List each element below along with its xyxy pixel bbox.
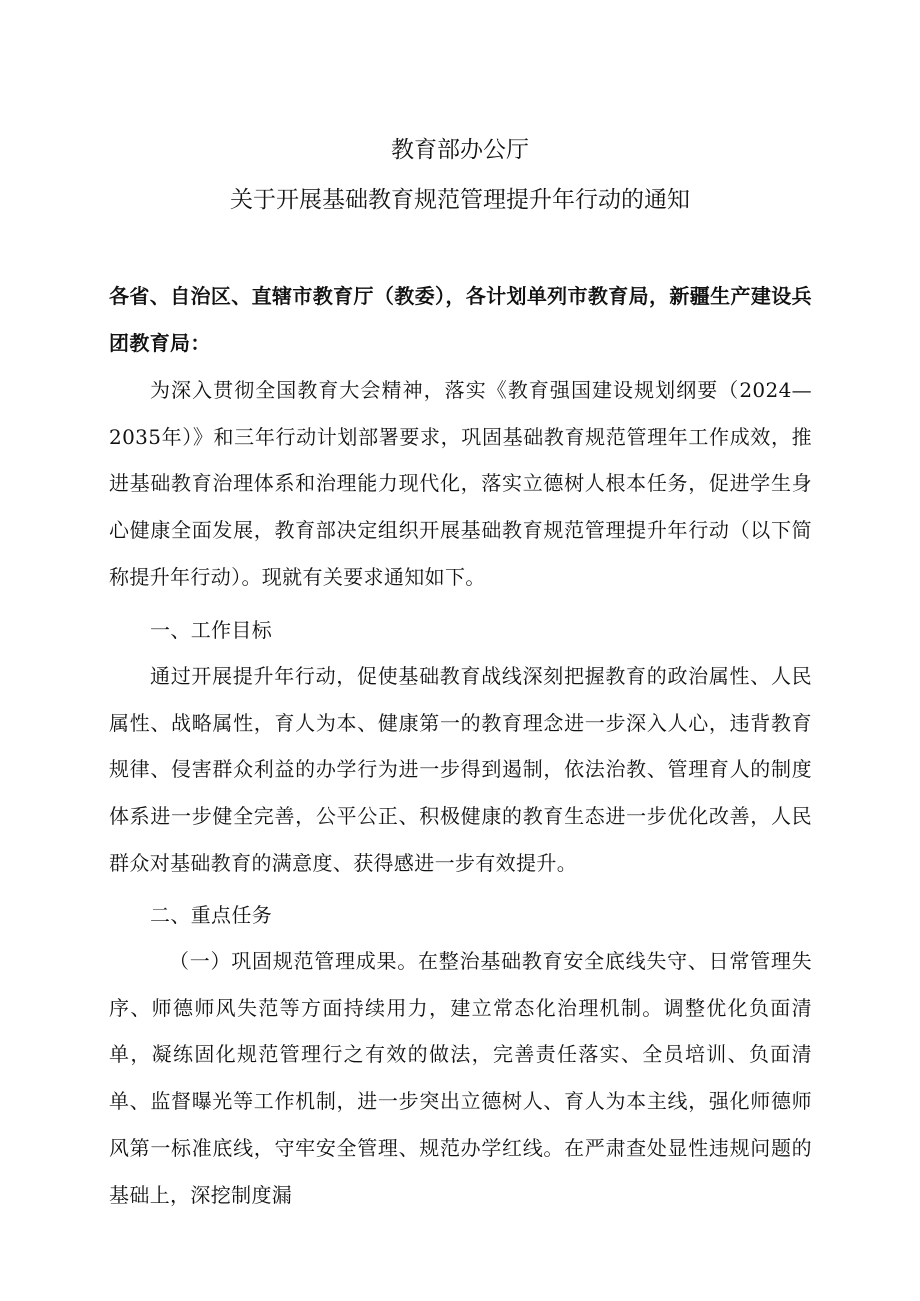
section-heading-work-goals: 一、工作目标 [150, 618, 273, 642]
work-goals-paragraph: 通过开展提升年行动，促使基础教育战线深刻把握教育的政治属性、人民属性、战略属性，育人为本、健康第一的教育理念进一步深入人心，违背教育规律、侵害群众利益的办学行为进一步得到遏制，依法治教、管理育人的制度体系进一步健全完善，公平公正、积极健康的教育生态进一步优化改善，人民群众对基础教育的满意度、获得感进一步有效提升。 [109, 664, 812, 875]
section-heading-key-tasks: 二、重点任务 [150, 903, 273, 927]
key-task-1-paragraph: （一）巩固规范管理成果。在整治基础教育安全底线失守、日常管理失序、师德师风失范等方面持续用力，建立常态化治理机制。调整优化负面清单，凝练固化规范管理行之有效的做法，完善责任落实、全员培训、负面清单、监督曝光等工作机制，进一步突出立德树人、育人为本主线，强化师德师风第一标准底线，守牢安全管理、规范办学红线。在严肃查处显性违规问题的基础上，深挖制度漏 [109, 949, 812, 1207]
intro-paragraph: 为深入贯彻全国教育大会精神，落实《教育强国建设规划纲要（2024—2035年）》和三年行动计划部署要求，巩固基础教育规范管理年工作成效，推进基础教育治理体系和治理能力现代化，落实立德树人根本任务，促进学生身心健康全面发展，教育部决定组织开展基础教育规范管理提升年行动（以下简称提升年行动）。现就有关要求通知如下。 [109, 378, 812, 589]
issuer-title: 教育部办公厅 [391, 137, 529, 163]
addressee: 各省、自治区、直辖市教育厅（教委），各计划单列市教育局，新疆生产建设兵团教育局： [109, 284, 812, 355]
notice-title: 关于开展基础教育规范管理提升年行动的通知 [230, 187, 690, 213]
